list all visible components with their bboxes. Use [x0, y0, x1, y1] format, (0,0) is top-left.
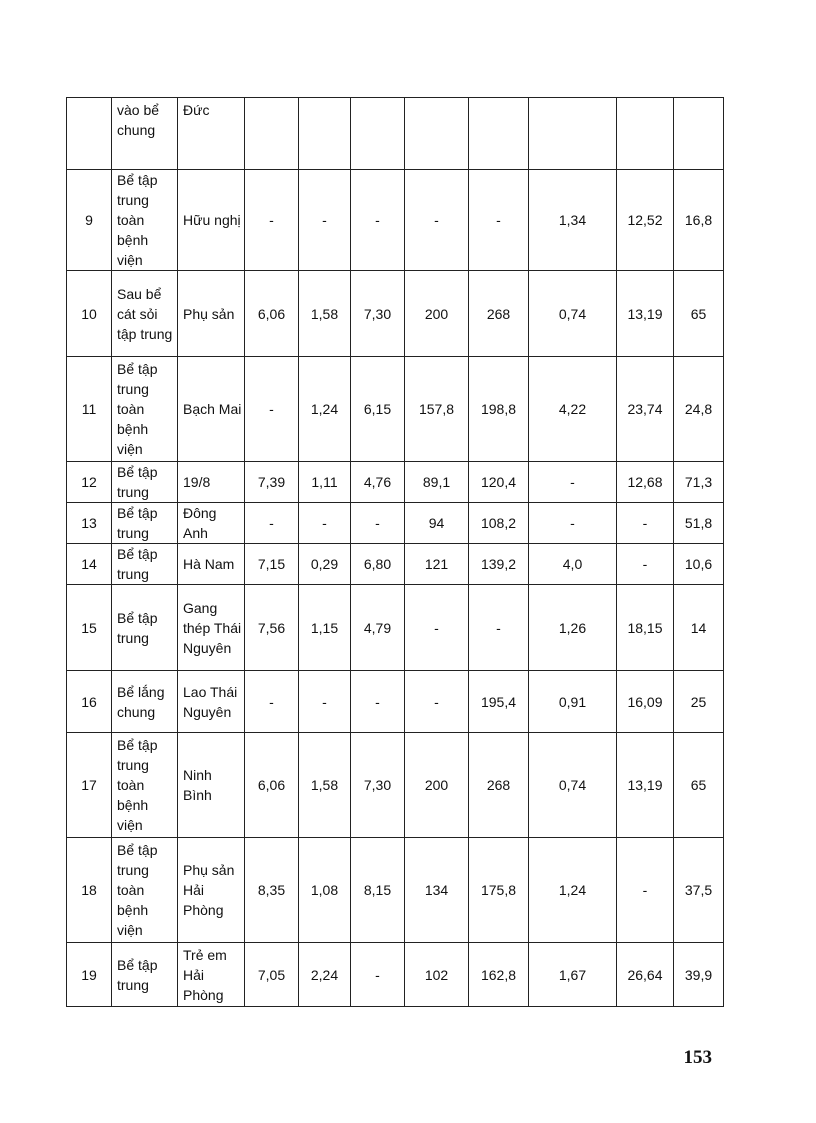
- measurement-table: [66, 97, 724, 1007]
- row-number-cell: 10: [67, 271, 112, 357]
- table-row: [67, 170, 724, 271]
- value-cell: -: [351, 671, 405, 733]
- sampling-location-cell: Bể tập trung toàn bệnh viện: [112, 838, 178, 943]
- hospital-cell: Bạch Mai: [178, 357, 245, 462]
- value-cell: -: [245, 671, 299, 733]
- hospital-cell: Đức: [178, 98, 245, 170]
- value-cell: 1,58: [299, 733, 351, 838]
- value-cell: 7,39: [245, 462, 299, 503]
- sampling-location-cell: Bể tập trung: [112, 462, 178, 503]
- hospital-cell: Đông Anh: [178, 503, 245, 544]
- table-body: [67, 98, 724, 1007]
- value-cell: 134: [405, 838, 469, 943]
- value-cell: 12,52: [617, 170, 674, 271]
- sampling-location-cell: Bể tập trung: [112, 503, 178, 544]
- row-number-cell: 17: [67, 733, 112, 838]
- value-cell: -: [299, 503, 351, 544]
- value-cell: 1,58: [299, 271, 351, 357]
- value-cell: -: [299, 671, 351, 733]
- value-cell: [617, 98, 674, 170]
- value-cell: 0,74: [529, 271, 617, 357]
- value-cell: -: [351, 170, 405, 271]
- value-cell: -: [245, 357, 299, 462]
- value-cell: 121: [405, 544, 469, 585]
- value-cell: 4,79: [351, 585, 405, 671]
- row-number-cell: 14: [67, 544, 112, 585]
- hospital-cell: 19/8: [178, 462, 245, 503]
- value-cell: 94: [405, 503, 469, 544]
- sampling-location-cell: Bể tập trung toàn bệnh viện: [112, 170, 178, 271]
- value-cell: -: [529, 462, 617, 503]
- row-number-cell: 13: [67, 503, 112, 544]
- table-row: [67, 838, 724, 943]
- value-cell: 18,15: [617, 585, 674, 671]
- value-cell: 0,91: [529, 671, 617, 733]
- value-cell: -: [351, 503, 405, 544]
- value-cell: -: [617, 838, 674, 943]
- value-cell: 13,19: [617, 271, 674, 357]
- value-cell: -: [617, 503, 674, 544]
- value-cell: 14: [674, 585, 724, 671]
- value-cell: 1,08: [299, 838, 351, 943]
- value-cell: 16,8: [674, 170, 724, 271]
- value-cell: -: [469, 170, 529, 271]
- value-cell: 39,9: [674, 943, 724, 1007]
- value-cell: -: [529, 503, 617, 544]
- value-cell: 4,22: [529, 357, 617, 462]
- value-cell: [351, 98, 405, 170]
- value-cell: [299, 98, 351, 170]
- value-cell: 0,29: [299, 544, 351, 585]
- row-number-cell: 11: [67, 357, 112, 462]
- value-cell: 16,09: [617, 671, 674, 733]
- sampling-location-cell: Bể tập trung: [112, 943, 178, 1007]
- value-cell: 6,06: [245, 271, 299, 357]
- value-cell: [529, 98, 617, 170]
- value-cell: 7,30: [351, 271, 405, 357]
- value-cell: [674, 98, 724, 170]
- value-cell: 6,15: [351, 357, 405, 462]
- value-cell: -: [617, 544, 674, 585]
- sampling-location-cell: Bể lắng chung: [112, 671, 178, 733]
- value-cell: 89,1: [405, 462, 469, 503]
- sampling-location-cell: Bể tập trung toàn bệnh viện: [112, 357, 178, 462]
- value-cell: 6,06: [245, 733, 299, 838]
- value-cell: -: [351, 943, 405, 1007]
- value-cell: 4,76: [351, 462, 405, 503]
- value-cell: 200: [405, 733, 469, 838]
- hospital-cell: Gang thép Thái Nguyên: [178, 585, 245, 671]
- table-row: [67, 943, 724, 1007]
- value-cell: 175,8: [469, 838, 529, 943]
- value-cell: 2,24: [299, 943, 351, 1007]
- value-cell: 51,8: [674, 503, 724, 544]
- sampling-location-cell: Bể tập trung toàn bệnh viện: [112, 733, 178, 838]
- value-cell: 200: [405, 271, 469, 357]
- row-number-cell: [67, 98, 112, 170]
- value-cell: -: [469, 585, 529, 671]
- value-cell: 24,8: [674, 357, 724, 462]
- value-cell: 268: [469, 733, 529, 838]
- value-cell: -: [299, 170, 351, 271]
- value-cell: [469, 98, 529, 170]
- value-cell: 7,30: [351, 733, 405, 838]
- value-cell: 7,56: [245, 585, 299, 671]
- value-cell: 195,4: [469, 671, 529, 733]
- row-number-cell: 16: [67, 671, 112, 733]
- value-cell: -: [245, 170, 299, 271]
- table-row: [67, 671, 724, 733]
- value-cell: 102: [405, 943, 469, 1007]
- value-cell: 12,68: [617, 462, 674, 503]
- table-row: [67, 462, 724, 503]
- value-cell: 1,34: [529, 170, 617, 271]
- value-cell: 1,11: [299, 462, 351, 503]
- value-cell: 162,8: [469, 943, 529, 1007]
- hospital-cell: Phụ sản: [178, 271, 245, 357]
- hospital-cell: Phụ sản Hải Phòng: [178, 838, 245, 943]
- value-cell: 1,67: [529, 943, 617, 1007]
- value-cell: 10,6: [674, 544, 724, 585]
- value-cell: 6,80: [351, 544, 405, 585]
- row-number-cell: 18: [67, 838, 112, 943]
- value-cell: 139,2: [469, 544, 529, 585]
- value-cell: 1,26: [529, 585, 617, 671]
- value-cell: 37,5: [674, 838, 724, 943]
- value-cell: 1,15: [299, 585, 351, 671]
- table-row: [67, 503, 724, 544]
- value-cell: 7,15: [245, 544, 299, 585]
- value-cell: 268: [469, 271, 529, 357]
- table-row: [67, 357, 724, 462]
- value-cell: 8,15: [351, 838, 405, 943]
- value-cell: [245, 98, 299, 170]
- row-number-cell: 19: [67, 943, 112, 1007]
- table-row: [67, 271, 724, 357]
- row-number-cell: 12: [67, 462, 112, 503]
- value-cell: -: [405, 671, 469, 733]
- value-cell: 157,8: [405, 357, 469, 462]
- value-cell: 198,8: [469, 357, 529, 462]
- sampling-location-cell: vào bể chung: [112, 98, 178, 170]
- sampling-location-cell: Bể tập trung: [112, 585, 178, 671]
- value-cell: 120,4: [469, 462, 529, 503]
- value-cell: 23,74: [617, 357, 674, 462]
- value-cell: -: [405, 585, 469, 671]
- hospital-cell: Ninh Bình: [178, 733, 245, 838]
- table-row: [67, 544, 724, 585]
- page-number: 153: [683, 1047, 712, 1068]
- value-cell: [405, 98, 469, 170]
- value-cell: 26,64: [617, 943, 674, 1007]
- value-cell: 71,3: [674, 462, 724, 503]
- row-number-cell: 15: [67, 585, 112, 671]
- value-cell: 65: [674, 733, 724, 838]
- value-cell: -: [245, 503, 299, 544]
- table-row: [67, 733, 724, 838]
- value-cell: 65: [674, 271, 724, 357]
- value-cell: 8,35: [245, 838, 299, 943]
- value-cell: -: [405, 170, 469, 271]
- row-number-cell: 9: [67, 170, 112, 271]
- hospital-cell: Lao Thái Nguyên: [178, 671, 245, 733]
- value-cell: 108,2: [469, 503, 529, 544]
- value-cell: 4,0: [529, 544, 617, 585]
- sampling-location-cell: Sau bể cát sỏi tập trung: [112, 271, 178, 357]
- value-cell: 1,24: [299, 357, 351, 462]
- hospital-cell: Trẻ em Hải Phòng: [178, 943, 245, 1007]
- hospital-cell: Hữu nghị: [178, 170, 245, 271]
- value-cell: 13,19: [617, 733, 674, 838]
- value-cell: 7,05: [245, 943, 299, 1007]
- value-cell: 1,24: [529, 838, 617, 943]
- hospital-cell: Hà Nam: [178, 544, 245, 585]
- table-row: [67, 585, 724, 671]
- sampling-location-cell: Bể tập trung: [112, 544, 178, 585]
- value-cell: 25: [674, 671, 724, 733]
- value-cell: 0,74: [529, 733, 617, 838]
- table-row: [67, 98, 724, 170]
